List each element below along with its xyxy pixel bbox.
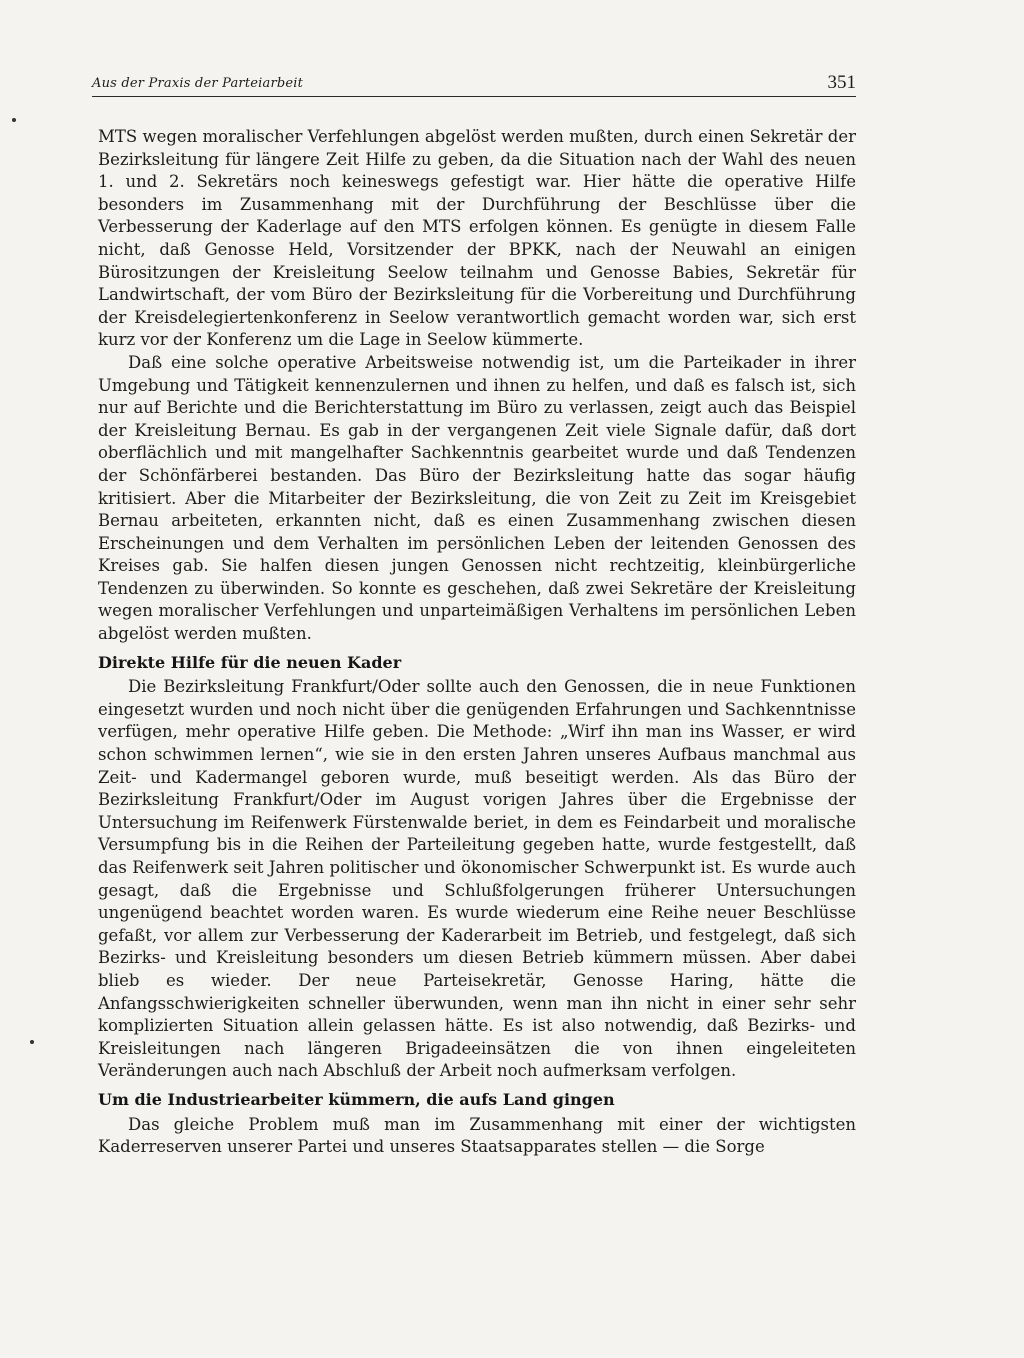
paragraph: MTS wegen moralischer Verfehlungen abgelöst werden mußten, durch einen Sekretär der Bezirksleitung für längere Zeit Hilfe zu geben, da die Situation nach der Wahl des neuen 1. und 2. Sekretärs noch keineswegs gefestigt war. Hier hätte die operative Hilfe besonders im Zusammenhang mit der Durchführung der Beschlüsse über die Verbesserung der Kaderlage auf den MTS erfolgen können. Es genügte in diesem Falle nicht, daß Genosse Held, Vorsitzender der BPKK, nach der Neuwahl an einigen Bürositzungen der Kreisleitung Seelow teilnahm und Genosse Babies, Sekretär für Landwirtschaft, der vom Büro der Bezirksleitung für die Vorbereitung und Durchführung der Kreisdelegiertenkonferenz in Seelow verantwortlich gemacht worden war, sich erst kurz vor der Konferenz um die Lage in Seelow kümmerte. — [98, 127, 856, 350]
paragraph: Daß eine solche operative Arbeitsweise notwendig ist, um die Parteikader in ihrer Umgebung und Tätigkeit kennenzulernen und ihnen zu helfen, und daß es falsch ist, sich nur auf Berichte und die Berichterstattung im Büro zu verlassen, zeigt auch das Beispiel der Kreisleitung Bernau. Es gab in der vergangenen Zeit viele Signale dafür, daß dort oberflächlich und mit mangelhafter Sachkenntnis gearbeitet wurde und daß Tendenzen der Schönfärberei bestanden. Das Büro der Bezirksleitung hatte das sogar häufig kritisiert. Aber die Mitarbeiter der Bezirksleitung, die von Zeit zu Zeit im Kreisgebiet Bernau arbeiteten, erkannten nicht, daß es einen Zusammenhang zwischen diesen Erscheinungen und dem Verhalten im persönlichen Leben der leitenden Genossen des Kreises gab. Sie halfen diesen jungen Genossen nicht rechtzeitig, kleinbürgerliche Tendenzen zu überwinden. So konnte es geschehen, daß zwei Sekretäre der Kreisleitung wegen moralischer Verfehlungen und unparteimäßigen Verhaltens im persönlichen Leben abgelöst werden mußten. — [98, 352, 856, 644]
scan-speck — [30, 1040, 34, 1044]
section-heading: Um die Industriearbeiter kümmern, die aufs Land gingen — [98, 1089, 615, 1109]
page-header — [92, 74, 856, 97]
page-number: 351 — [827, 72, 856, 93]
section-heading: Direkte Hilfe für die neuen Kader — [98, 652, 402, 672]
running-head: Aus der Praxis der Parteiarbeit — [92, 76, 304, 91]
paragraph: Die Bezirksleitung Frankfurt/Oder sollte auch den Genossen, die in neue Funktionen eingesetzt wurden und noch nicht über die genügenden Erfahrungen und Sachkenntnisse verfügen, mehr operative Hilfe geben. Die Methode: „Wirf ihn man ins Wasser, er wird schon schwimmen lernen“, wie sie in den ersten Jahren unseres Aufbaus manchmal aus Zeit- und Kadermangel geboren wurde, muß beseitigt werden. Als das Büro der Bezirksleitung Frankfurt/Oder im August vorigen Jahres über die Ergebnisse der Untersuchung im Reifenwerk Fürstenwalde beriet, in dem es Feindarbeit und moralische Versumpfung bis in die Reihen der Parteileitung gegeben hatte, wurde festgestellt, daß das Reifenwerk seit Jahren politischer und ökonomischer Schwerpunkt ist. Es wurde auch gesagt, daß die Ergebnisse und Schlußfolgerungen früherer Untersuchungen ungenügend beachtet worden waren. Es wurde wiederum eine Reihe neuer Beschlüsse gefaßt, vor allem zur Verbesserung der Kaderarbeit im Betrieb, und festgelegt, daß sich Bezirks- und Kreisleitung besonders um diesen Betrieb kümmern müssen. Aber dabei blieb es wieder. Der neue Parteisekretär, Genosse Haring, hätte die Anfangsschwierigkeiten schneller überwunden, wenn man ihn nicht in einer sehr sehr komplizierten Situation allein gelassen hätte. Es ist also notwendig, daß Bezirks- und Kreisleitungen nach längeren Brigadeeinsätzen die von ihnen eingeleiteten Veränderungen auch nach Abschluß der Arbeit noch aufmerksam verfolgen. — [98, 677, 856, 1081]
scan-speck — [12, 118, 16, 122]
paragraph: Das gleiche Problem muß man im Zusammenhang mit einer der wichtigsten Kaderreserven unserer Partei und unseres Staatsapparates stellen — die Sorge — [98, 1114, 856, 1157]
body-text — [98, 126, 856, 1159]
